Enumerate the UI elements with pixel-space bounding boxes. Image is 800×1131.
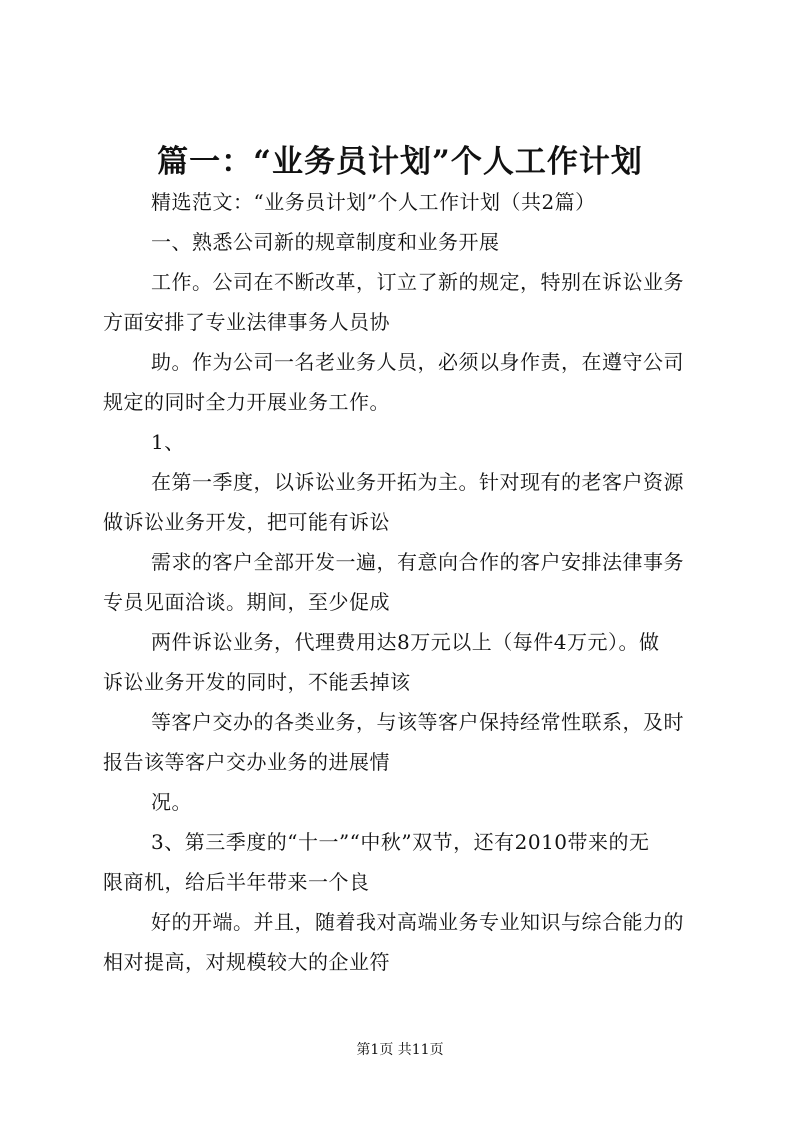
body-line: 需求的客户全部开发一遍，有意向合作的客户安排法律事务 [151, 550, 684, 574]
body-line: 3、第三季度的“十一”“中秋”双节，还有2010带来的无 [151, 830, 650, 854]
body-line: 相对提高，对规模较大的企业符 [103, 950, 390, 974]
body-line: 况。 [151, 790, 192, 814]
page-footer: 第1页 共11页 [356, 1042, 444, 1058]
body-line: 限商机，给后半年带来一个良 [103, 870, 370, 894]
body-line: 诉讼业务开发的同时，不能丢掉该 [103, 670, 411, 694]
body-line: 助。作为公司一名老业务人员，必须以身作责，在遵守公司 [151, 350, 684, 374]
document-body [103, 182, 703, 982]
body-line: 工作。公司在不断改革，订立了新的规定，特别在诉讼业务 [151, 270, 684, 294]
body-line: 精选范文：“业务员计划”个人工作计划（共2篇） [151, 190, 596, 214]
body-line: 做诉讼业务开发，把可能有诉讼 [103, 510, 390, 534]
document-title: 篇一：“业务员计划”个人工作计划 [157, 144, 643, 180]
body-line: 专员见面洽谈。期间，至少促成 [103, 590, 390, 614]
body-line: 报告该等客户交办业务的进展情 [103, 750, 390, 774]
body-line: 好的开端。并且，随着我对高端业务专业知识与综合能力的 [151, 910, 684, 934]
body-line: 方面安排了专业法律事务人员协 [103, 310, 390, 334]
body-line: 规定的同时全力开展业务工作。 [103, 390, 390, 414]
body-line: 在第一季度，以诉讼业务开拓为主。针对现有的老客户资源 [151, 470, 684, 494]
body-line: 一、熟悉公司新的规章制度和业务开展 [151, 230, 500, 254]
body-line: 等客户交办的各类业务，与该等客户保持经常性联系，及时 [151, 710, 684, 734]
body-line: 1、 [151, 430, 185, 454]
body-line: 两件诉讼业务，代理费用达8万元以上（每件4万元）。做 [151, 630, 660, 654]
